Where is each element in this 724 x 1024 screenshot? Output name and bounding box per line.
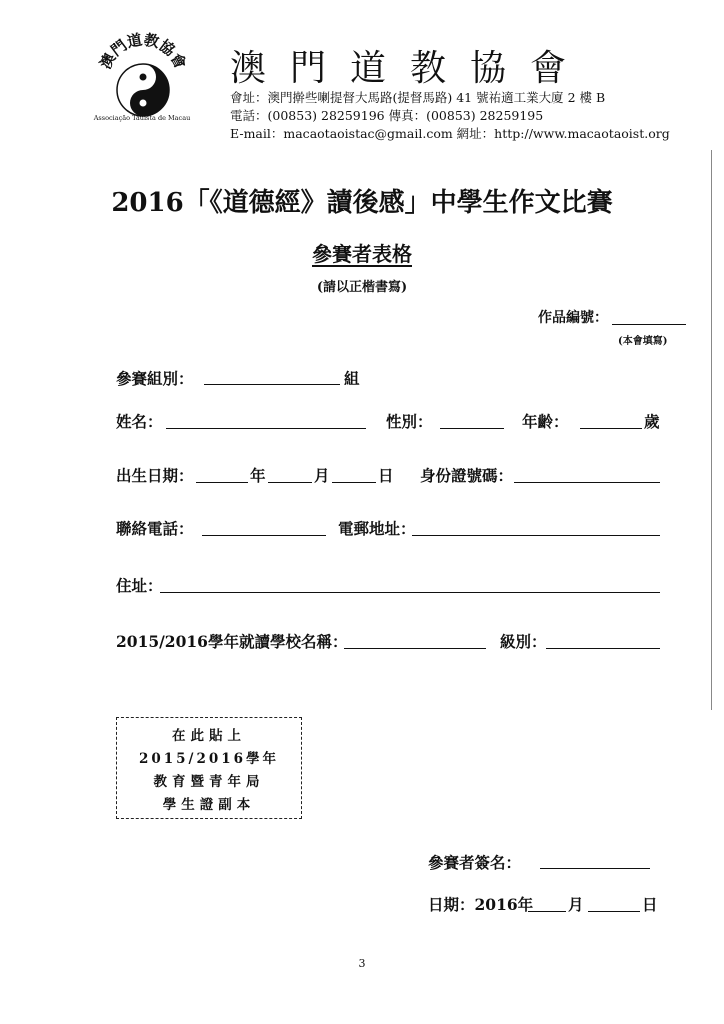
phone-field[interactable] (202, 535, 326, 536)
name-field[interactable] (166, 428, 366, 429)
dob-month-unit: 月 (314, 466, 330, 485)
age-suffix: 歲 (644, 412, 660, 431)
dob-month-field[interactable] (268, 482, 312, 483)
form-title-text: 參賽者表格 (312, 242, 412, 266)
logo-caption: Associação Tauísta de Macau (93, 114, 191, 122)
page-edge-divider (711, 150, 712, 710)
form-instruction: (請以正楷書寫) (316, 280, 408, 295)
address-label: 住址： (116, 576, 163, 595)
name-label: 姓名： (116, 412, 163, 431)
dob-day-field[interactable] (332, 482, 376, 483)
date-day-unit: 日 (642, 895, 658, 914)
dob-label: 出生日期： (116, 466, 194, 485)
date-month-unit: 月 (568, 895, 584, 914)
group-suffix: 組 (344, 369, 360, 388)
email-field[interactable] (412, 535, 660, 536)
student-card-paste-box (116, 717, 302, 819)
entry-number-label: 作品編號： (538, 310, 608, 326)
date-day-field[interactable] (588, 911, 640, 912)
address-field[interactable] (160, 592, 660, 593)
age-label: 年齡： (522, 412, 569, 431)
entry-number-field[interactable] (612, 324, 686, 325)
phone-label: 聯絡電話： (116, 519, 194, 538)
paste-box-line-2: 2015/2016學年 (138, 751, 280, 767)
gender-label: 性別： (386, 412, 433, 431)
dob-year-unit: 年 (250, 466, 266, 485)
school-label: 2015/2016學年就讀學校名稱： (116, 632, 348, 651)
logo (96, 28, 190, 128)
org-name: 澳門道教協會 (230, 48, 591, 89)
phone-fax-line: 電話：(00853) 28259196 傳真：(00853) 28259195 (230, 108, 544, 123)
entry-number-note: (本會填寫) (618, 336, 668, 347)
paste-box-line-3: 教育暨青年局 (153, 774, 265, 790)
date-label: 日期：2016年 (428, 895, 534, 914)
paste-box-line-1: 在此貼上 (172, 728, 246, 744)
gender-field[interactable] (440, 428, 504, 429)
email-label: 電郵地址： (338, 519, 416, 538)
signature-field[interactable] (540, 868, 650, 869)
dob-day-unit: 日 (378, 466, 394, 485)
age-field[interactable] (580, 428, 642, 429)
dob-year-field[interactable] (196, 482, 248, 483)
competition-title: 2016「《道德經》讀後感」中學生作文比賽 (111, 188, 613, 218)
address-line: 會址：澳門擀些喇提督大馬路(提督馬路) 41 號祐適工業大廈 2 樓 B (230, 90, 606, 105)
group-field[interactable] (204, 384, 340, 385)
id-number-label: 身份證號碼： (420, 466, 514, 485)
date-month-field[interactable] (528, 911, 566, 912)
email-web-line: E-mail：macaotaoistac@gmail.com 網址：http://www.macaotaoist.org (230, 126, 670, 141)
grade-field[interactable] (546, 648, 660, 649)
form-title (0, 238, 724, 267)
id-number-field[interactable] (514, 482, 660, 483)
page-number: 3 (358, 957, 366, 970)
grade-label: 級別： (500, 632, 547, 651)
school-field[interactable] (344, 648, 486, 649)
signature-label: 參賽者簽名： (428, 853, 522, 872)
logo-arc-text: 澳門道教協會 (96, 30, 190, 72)
paste-box-line-4: 學生證副本 (162, 797, 256, 813)
group-label: 參賽組別： (116, 369, 194, 388)
